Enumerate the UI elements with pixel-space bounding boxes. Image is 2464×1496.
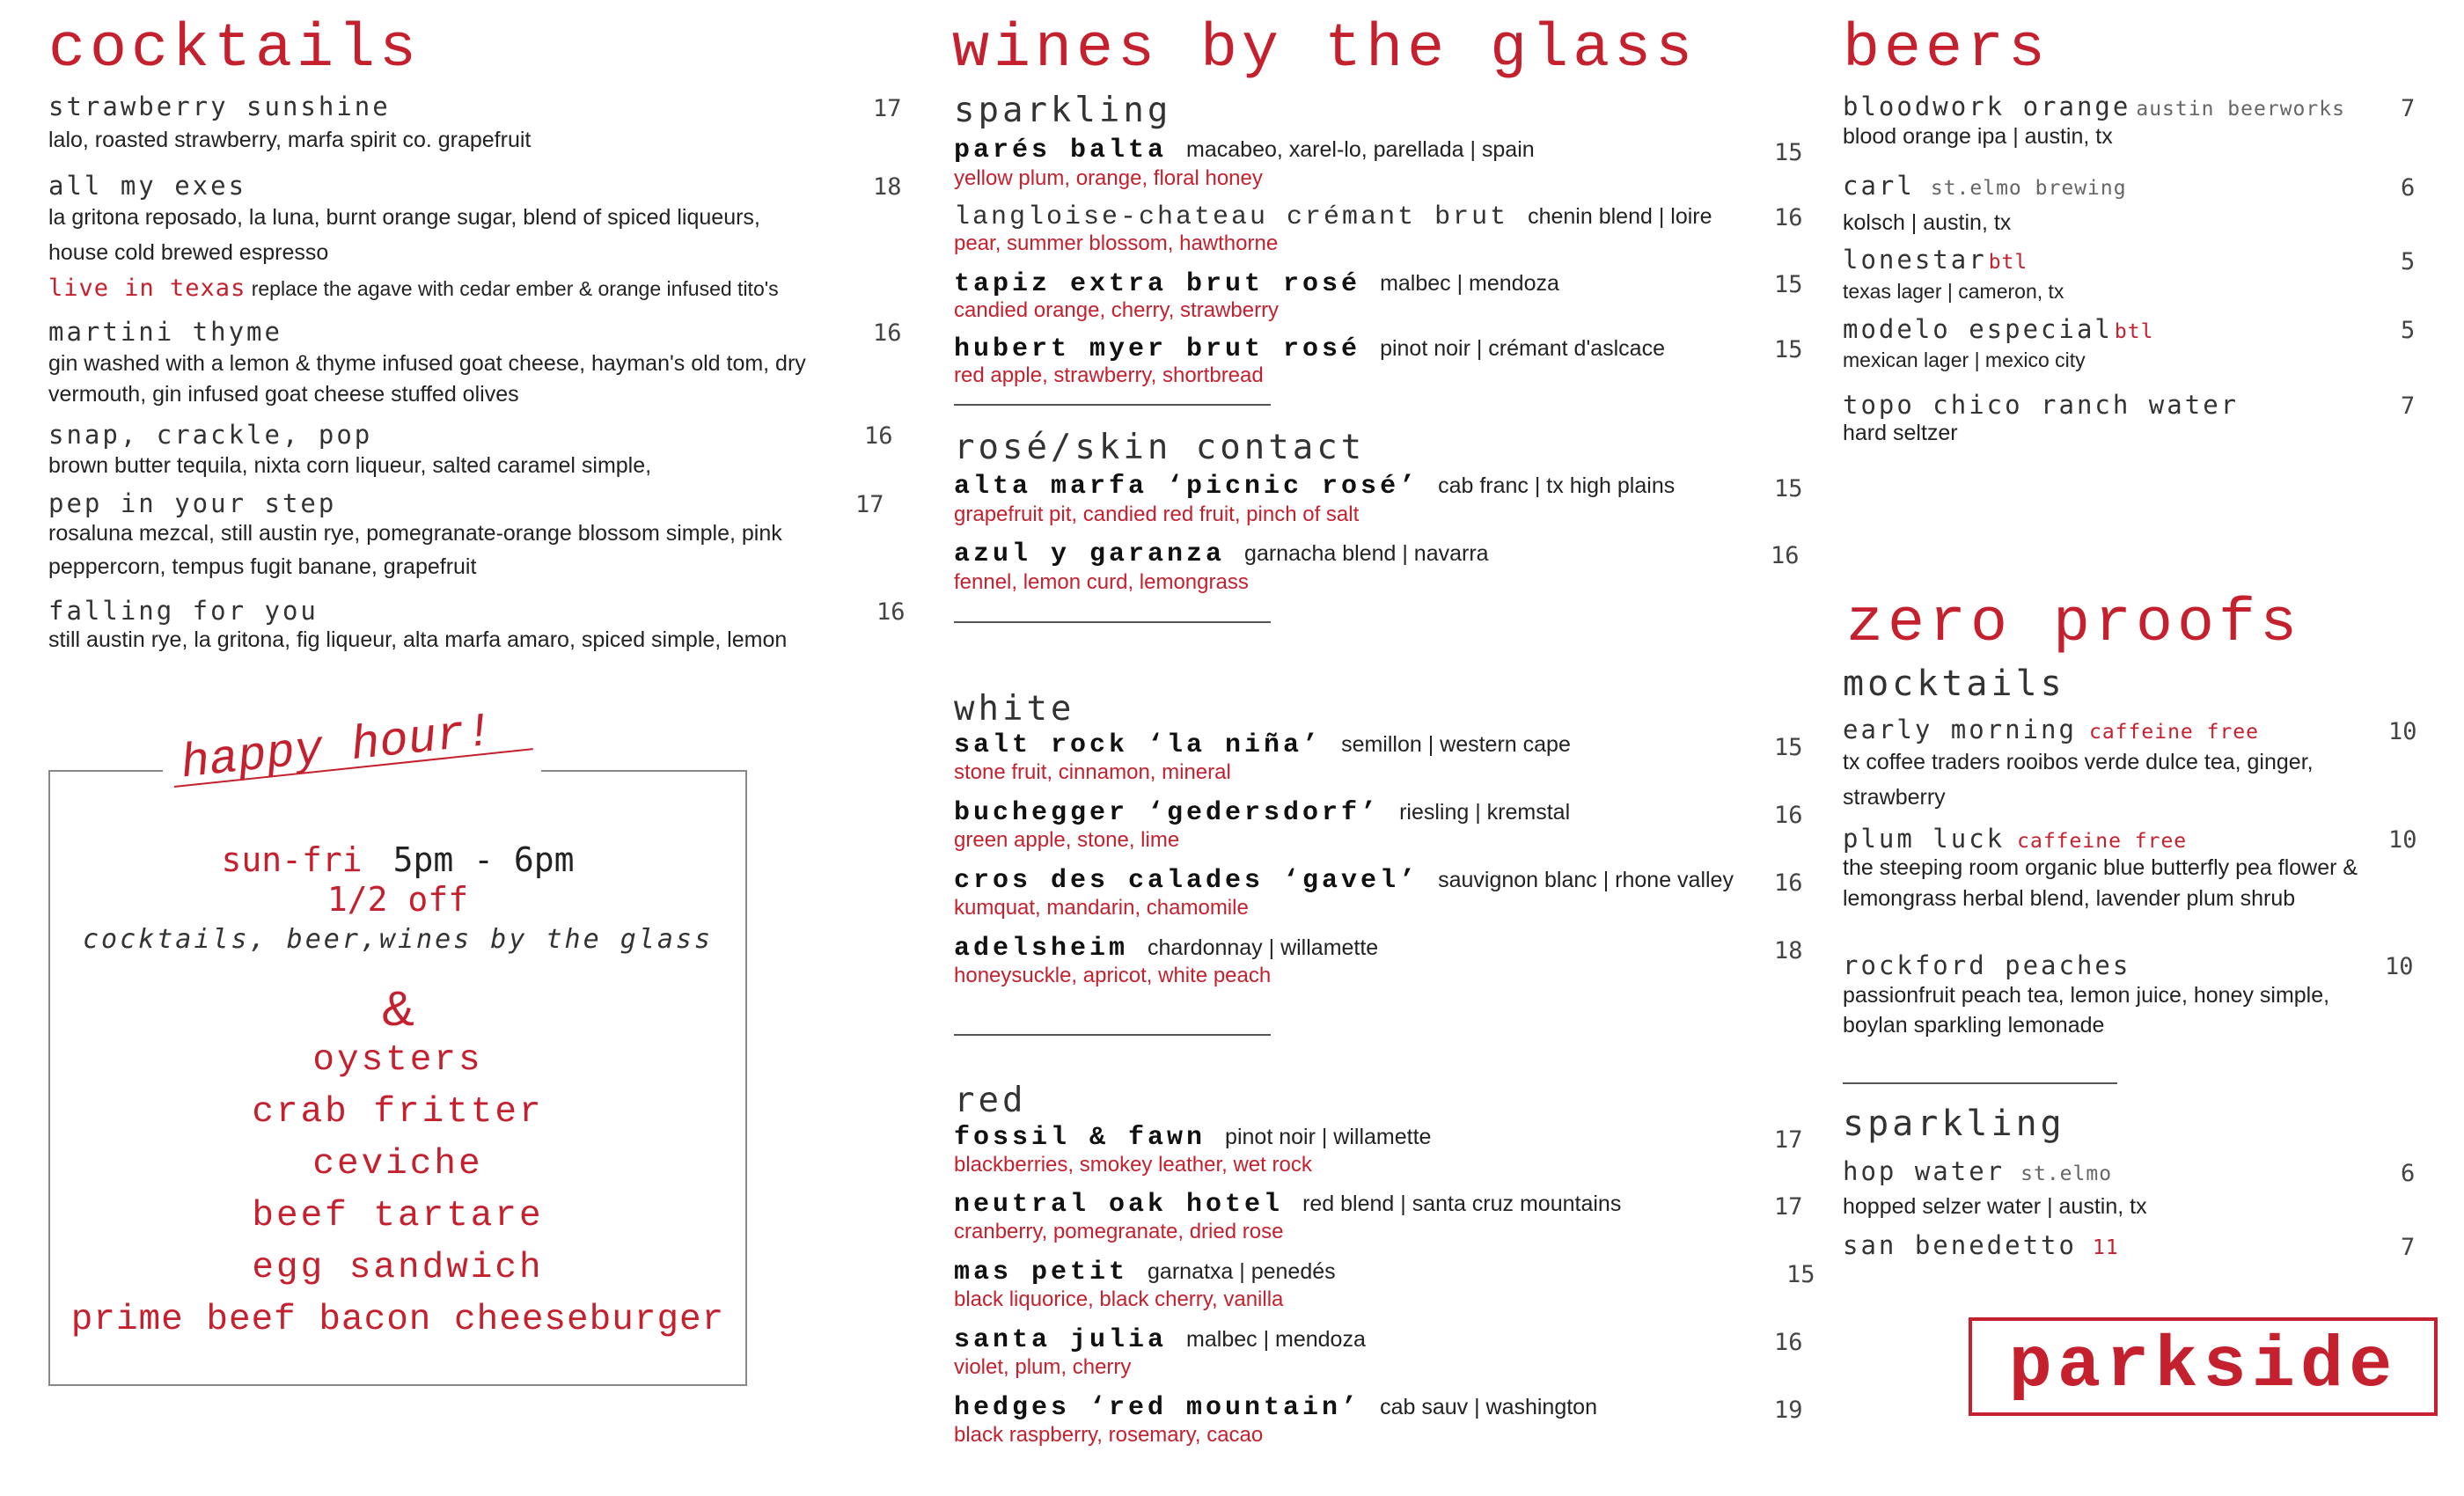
wine-notes: fennel, lemon curd, lemongrass [954,570,1249,594]
sparkling-name: hop water [1843,1156,2006,1186]
beer-name: lonestar [1843,245,1987,275]
wine-name-text: hedges ‘red mountain’ [954,1393,1361,1423]
happy-hour-food-item: ceviche [312,1144,483,1184]
wine-notes: pear, summer blossom, hawthorne [954,231,1279,255]
wine-name-text: fossil & fawn [954,1123,1206,1153]
beer-maker: st.elmo brewing [1930,177,2127,200]
wine-name [954,1192,1621,1218]
parkside-logo [1969,1317,2438,1416]
item-name: strawberry sunshine [48,92,391,121]
item-price: 7 [2401,1234,2416,1261]
wine-price: 18 [1774,937,1803,964]
wine-price: 16 [1774,204,1803,231]
wine-name-text: cros des calades ‘gavel’ [954,866,1419,896]
item-description: gin washed with a lemon & thyme infused goat cheese, hayman's old tom, dry vermouth, gin infused goat cheese stuffed olives [48,351,806,407]
wine-notes: cranberry, pomegranate, dried rose [954,1220,1284,1243]
happy-hour-food-item: beef tartare [252,1196,544,1236]
item-price: 6 [2401,174,2416,202]
section-divider [1843,1082,2117,1084]
wine-price: 17 [1774,1126,1803,1154]
wine-notes: honeysuckle, apricot, white peach [954,964,1272,987]
wine-price: 19 [1774,1397,1803,1424]
sparkling-title: sparkling [1843,1104,2065,1144]
item-description: the steeping room organic blue butterfly pea flower & lemongrass herbal blend, lavender plum shrub [1843,855,2358,911]
wine-name [954,336,1665,363]
happy-hour-ampersand: & [381,980,414,1036]
wine-grape: chenin blend | loire [1528,204,1712,229]
section-divider [954,404,1271,406]
zero-proofs-heading: zero proofs [1846,590,2302,659]
item-name [1843,1156,2113,1186]
wine-name-text: santa julia [954,1325,1168,1355]
wine-notes: candied orange, cherry, strawberry [954,298,1280,322]
sparkling-tag: 11 [2092,1236,2119,1259]
item-price: 5 [2401,248,2416,275]
happy-hour-food-item: prime beef bacon cheeseburger [70,1300,725,1340]
wine-price: 15 [1774,475,1803,502]
item-name [1843,314,2154,344]
wine-name [954,1395,1597,1421]
wine-price: 15 [1786,1261,1815,1288]
wine-name-text: buchegger ‘gedersdorf’ [954,798,1381,828]
wine-grape: cab sauv | washington [1380,1395,1597,1419]
wine-section-title: rosé/skin contact [954,428,1366,467]
wine-name-text: langloise-chateau crémant brut [954,202,1509,232]
wine-price: 16 [1774,1329,1803,1356]
wine-name-text: tapiz extra brut rosé [954,269,1361,299]
happy-hour-title: happy hour! [178,705,496,792]
wine-notes: blackberries, smokey leather, wet rock [954,1153,1312,1177]
wine-price: 17 [1774,1193,1803,1221]
mocktails-title: mocktails [1843,664,2065,704]
item-name: falling for you [48,596,319,626]
happy-hour-schedule [48,840,747,879]
wine-price: 16 [1774,802,1803,829]
mocktail-tag: caffeine free [2088,721,2259,744]
logo-text: parkside [2008,1325,2398,1407]
item-name: martini thyme [48,317,282,347]
happy-hour-food-item: oysters [312,1040,483,1081]
wine-name [954,271,1559,297]
beer-maker: austin beerworks [2136,98,2345,121]
item-price: 6 [2401,1160,2416,1187]
item-name: rockford peaches [1843,950,2131,980]
sparkling-name: san benedetto [1843,1230,2077,1260]
wine-grape: red blend | santa cruz mountains [1302,1192,1622,1216]
beer-name: carl [1843,171,1915,201]
wine-notes: black raspberry, rosemary, cacao [954,1423,1264,1447]
item-price: 16 [873,319,902,347]
wines-heading: wines by the glass [952,15,1698,84]
wine-grape: garnatxa | penedés [1148,1259,1336,1284]
sparkling-maker: st.elmo [2020,1162,2113,1185]
wine-notes: stone fruit, cinnamon, mineral [954,760,1231,784]
item-name: snap, crackle, pop [48,420,373,450]
live-in-texas-note [48,275,779,302]
wine-name [954,473,1675,500]
wine-notes: black liquorice, black cherry, vanilla [954,1287,1284,1311]
item-description: passionfruit peach tea, lemon juice, honey simple, boylan sparkling lemonade [1843,983,2330,1038]
item-name [1843,826,2187,852]
item-description: mexican lager | mexico city [1843,348,2086,371]
item-price: 5 [2401,317,2416,344]
wine-section-title: sparkling [954,91,1172,130]
live-in-texas-text: replace the agave with cedar ember & orange infused tito's [251,277,779,300]
item-name [1843,1230,2119,1260]
wine-grape: garnacha blend | navarra [1244,541,1489,566]
wine-name [954,204,1712,231]
item-description: rosaluna mezcal, still austin rye, pomegranate-orange blossom simple, pink peppercorn, tempus fugit banane, grapefruit [48,521,782,579]
item-description: still austin rye, la gritona, fig liqueur, alta marfa amaro, spiced simple, lemon [48,627,788,652]
item-description: texas lager | cameron, tx [1843,280,2064,303]
wine-name [954,935,1378,962]
item-price: 16 [864,422,893,450]
wine-notes: kumquat, mandarin, chamomile [954,896,1249,920]
wine-grape: pinot noir | crémant d'aslcace [1380,336,1665,361]
wine-name-text: neutral oak hotel [954,1190,1284,1220]
wine-name [954,1327,1366,1353]
happy-hour-time: 5pm - 6pm [392,840,575,879]
mocktail-name: early morning [1843,715,2077,744]
wine-grape: sauvignon blanc | rhone valley [1438,868,1734,892]
item-price: 10 [2388,826,2417,854]
wine-grape: semillon | western cape [1341,732,1571,757]
item-description: lalo, roasted strawberry, marfa spirit co. grapefruit [48,128,532,152]
item-description: tx coffee traders rooibos verde dulce tea, ginger, strawberry [1843,750,2314,810]
item-price: 17 [873,95,902,122]
wine-grape: malbec | mendoza [1186,1327,1366,1352]
wine-price: 16 [1771,542,1800,569]
beers-heading: beers [1843,15,2050,84]
item-name [1843,173,2127,199]
wine-name-text: adelsheim [954,934,1129,964]
wine-notes: yellow plum, orange, floral honey [954,166,1263,190]
item-name: topo chico ranch water [1843,390,2240,420]
wine-name-text: parés balta [954,136,1168,165]
wine-name [954,868,1734,894]
wine-price: 15 [1774,139,1803,166]
section-divider [954,621,1271,623]
item-name: pep in your step [48,488,337,518]
section-divider [954,1034,1271,1036]
cocktails-heading: cocktails [48,15,422,84]
item-name [1843,94,2345,120]
item-name [1843,247,2028,273]
wine-grape: macabeo, xarel-lo, parellada | spain [1186,137,1535,162]
item-price: 17 [855,491,884,518]
happy-hour-deal: 1/2 off [326,880,469,919]
live-in-texas-label: live in texas [48,275,246,302]
wine-notes: red apple, strawberry, shortbread [954,363,1264,387]
item-description: kolsch | austin, tx [1843,210,2012,235]
wine-grape: riesling | kremstal [1399,800,1571,825]
item-name: all my exes [48,171,247,201]
wine-notes: green apple, stone, lime [954,828,1180,852]
wine-grape: chardonnay | willamette [1148,935,1379,960]
wine-section-title: red [954,1081,1027,1120]
wine-grape: pinot noir | willamette [1225,1125,1432,1149]
item-description: brown butter tequila, nixta corn liqueur, salted caramel simple, [48,453,652,478]
mocktail-tag: caffeine free [2017,830,2188,853]
item-price: 16 [876,598,906,626]
item-price: 10 [2385,953,2414,980]
item-description: hard seltzer [1843,421,1958,445]
beer-tag: btl [2114,320,2154,343]
wine-name [954,541,1489,568]
beer-name: modelo especial [1843,314,2113,344]
wine-price: 15 [1774,734,1803,761]
happy-hour-food-item: egg sandwich [252,1248,544,1288]
wine-name [954,137,1535,164]
beer-tag: btl [1988,251,2028,274]
wine-name [954,732,1571,759]
happy-hour-days: sun-fri [221,840,363,879]
wine-grape: cab franc | tx high plains [1438,473,1676,498]
wine-section-title: white [954,689,1075,729]
wine-price: 15 [1774,336,1803,363]
wine-name-text: hubert myer brut rosé [954,334,1361,364]
item-price: 7 [2401,392,2416,420]
wine-name [954,800,1570,826]
happy-hour-food-item: crab fritter [252,1092,544,1133]
item-description: la gritona reposado, la luna, burnt orange sugar, blend of spiced liqueurs, house cold brewed espresso [48,205,760,265]
wine-grape: malbec | mendoza [1380,271,1559,296]
wine-price: 16 [1774,869,1803,897]
item-description: hopped selzer water | austin, tx [1843,1194,2147,1219]
item-name [1843,717,2259,743]
item-price: 18 [873,173,902,201]
wine-price: 15 [1774,271,1803,298]
wine-name-text: alta marfa ‘picnic rosé’ [954,472,1419,502]
wine-name [954,1259,1336,1286]
item-price: 7 [2401,95,2416,122]
wine-name [954,1125,1431,1151]
item-description: blood orange ipa | austin, tx [1843,124,2113,149]
wine-name-text: salt rock ‘la niña’ [954,730,1323,760]
item-price: 10 [2388,718,2417,745]
wine-name-text: azul y garanza [954,539,1226,569]
happy-hour-applies: cocktails, beer,wines by the glass [82,924,714,955]
mocktail-name: plum luck [1843,824,2006,854]
beer-name: bloodwork orange [1843,92,2131,121]
wine-name-text: mas petit [954,1258,1129,1287]
wine-notes: grapefruit pit, candied red fruit, pinch of salt [954,502,1360,526]
wine-notes: violet, plum, cherry [954,1355,1132,1379]
